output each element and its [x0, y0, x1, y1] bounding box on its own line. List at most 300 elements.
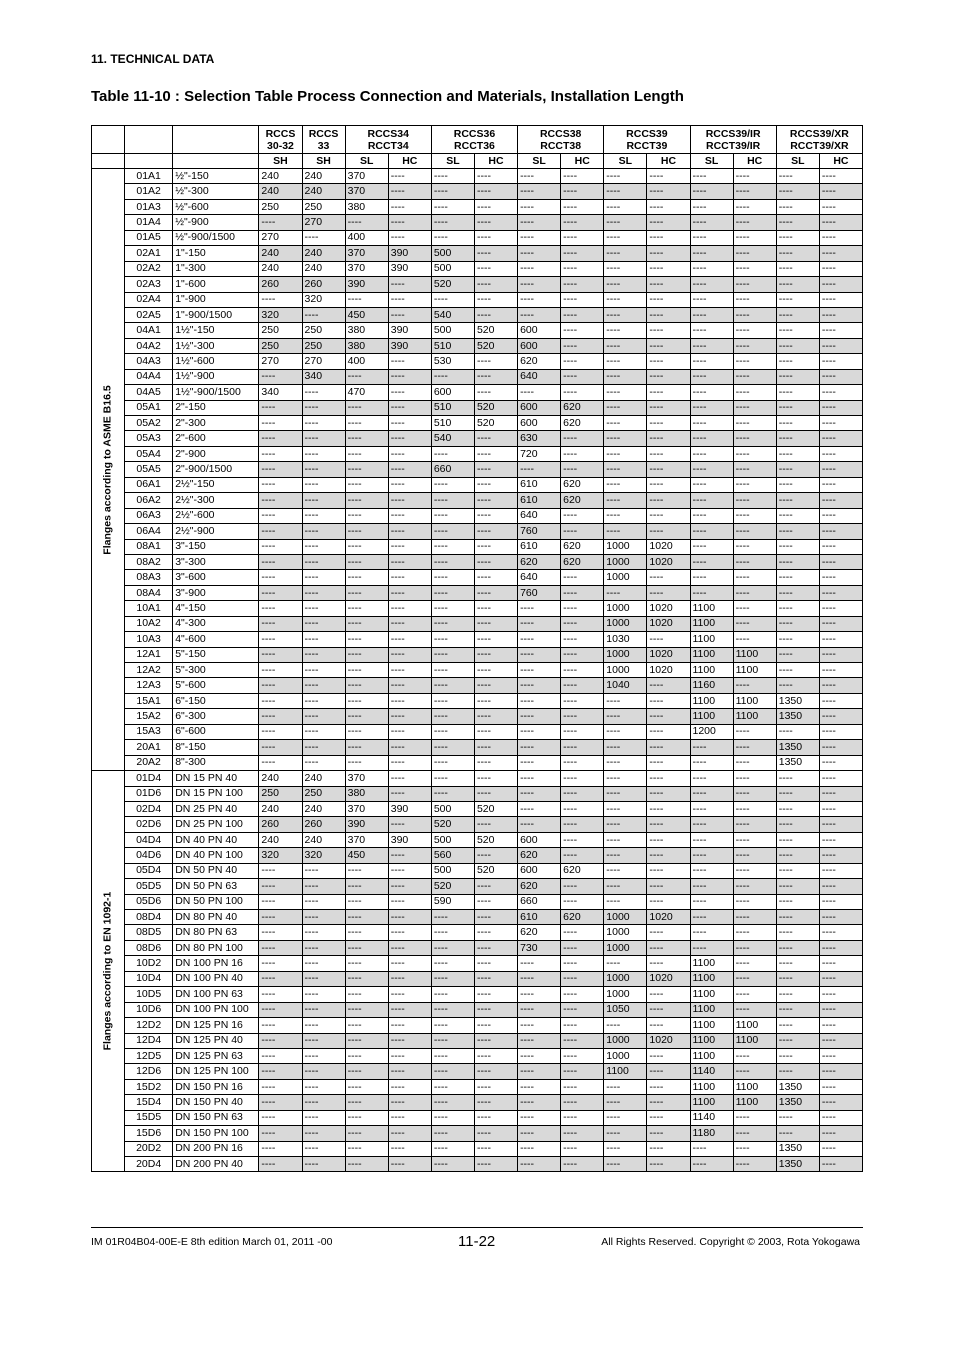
row-value: ---- — [561, 848, 604, 863]
row-value: 510 — [431, 416, 474, 431]
row-value: 620 — [518, 354, 561, 369]
row-value: ---- — [345, 1110, 388, 1125]
row-value: ---- — [561, 740, 604, 755]
row-value: ---- — [604, 848, 647, 863]
table-row — [92, 1018, 863, 1033]
row-value: ---- — [388, 879, 431, 894]
row-value: ---- — [345, 740, 388, 755]
row-value: 1020 — [647, 647, 690, 662]
row-value: ---- — [733, 462, 776, 477]
row-value: 620 — [518, 925, 561, 940]
row-code: 04D4 — [125, 832, 173, 847]
row-value: ---- — [474, 786, 517, 801]
row-value: ---- — [388, 215, 431, 230]
row-value: ---- — [518, 709, 561, 724]
row-value: ---- — [819, 771, 862, 786]
row-value: ---- — [604, 1079, 647, 1094]
row-value: ---- — [474, 971, 517, 986]
row-value: ---- — [518, 1018, 561, 1033]
row-value: ---- — [474, 585, 517, 600]
row-value: ---- — [518, 971, 561, 986]
row-value: ---- — [690, 832, 733, 847]
row-value: ---- — [561, 755, 604, 770]
row-value: ---- — [647, 786, 690, 801]
row-value: ---- — [733, 1048, 776, 1063]
row-value: 450 — [345, 848, 388, 863]
row-size: 5"-300 — [173, 663, 259, 678]
row-value: ---- — [561, 987, 604, 1002]
row-value: 660 — [431, 462, 474, 477]
row-value: ---- — [819, 1064, 862, 1079]
table-row — [92, 724, 863, 739]
row-value: ---- — [647, 369, 690, 384]
row-value: ---- — [604, 879, 647, 894]
row-value: ---- — [259, 709, 302, 724]
row-value: 1350 — [776, 709, 819, 724]
row-value: ---- — [647, 199, 690, 214]
table-row — [92, 1141, 863, 1156]
row-value: ---- — [819, 801, 862, 816]
row-value: ---- — [561, 354, 604, 369]
row-value: 600 — [518, 863, 561, 878]
row-value: ---- — [604, 462, 647, 477]
table-row — [92, 755, 863, 770]
row-value: ---- — [819, 338, 862, 353]
row-value: ---- — [345, 1064, 388, 1079]
row-size: DN 80 PN 40 — [173, 910, 259, 925]
table-row — [92, 539, 863, 554]
row-value: ---- — [561, 431, 604, 446]
row-code: 02A4 — [125, 292, 173, 307]
row-value: ---- — [302, 508, 345, 523]
row-value: ---- — [561, 307, 604, 322]
row-value: ---- — [345, 508, 388, 523]
row-code: 12A1 — [125, 647, 173, 662]
row-value: ---- — [561, 1141, 604, 1156]
row-value: ---- — [733, 385, 776, 400]
row-size: DN 80 PN 100 — [173, 940, 259, 955]
row-value: ---- — [474, 755, 517, 770]
row-value: ---- — [690, 385, 733, 400]
row-value: 450 — [345, 307, 388, 322]
row-value: ---- — [345, 1018, 388, 1033]
row-value: 1000 — [604, 940, 647, 955]
table-row — [92, 199, 863, 214]
row-value: ---- — [345, 709, 388, 724]
row-value: ---- — [345, 647, 388, 662]
row-size: 3"-150 — [173, 539, 259, 554]
row-value: ---- — [518, 307, 561, 322]
row-value: ---- — [776, 616, 819, 631]
row-value: ---- — [647, 925, 690, 940]
row-value: ---- — [604, 1110, 647, 1125]
row-value: ---- — [474, 385, 517, 400]
row-value: ---- — [604, 184, 647, 199]
row-value: 620 — [518, 848, 561, 863]
row-value: 620 — [561, 477, 604, 492]
row-value: 1100 — [733, 663, 776, 678]
row-value: ---- — [388, 709, 431, 724]
row-value: ---- — [518, 740, 561, 755]
row-value: ---- — [259, 724, 302, 739]
row-value: ---- — [474, 307, 517, 322]
row-value: ---- — [345, 956, 388, 971]
row-value: ---- — [819, 292, 862, 307]
row-value: ---- — [690, 786, 733, 801]
row-value: 510 — [431, 400, 474, 415]
row-size: DN 100 PN 100 — [173, 1002, 259, 1017]
row-value: 340 — [259, 385, 302, 400]
table-row — [92, 971, 863, 986]
row-code: 02A2 — [125, 261, 173, 276]
header-row-variants — [92, 154, 863, 169]
header-blank — [92, 126, 125, 154]
row-value: ---- — [259, 1110, 302, 1125]
row-value: ---- — [690, 215, 733, 230]
row-value: ---- — [604, 277, 647, 292]
row-value: ---- — [647, 755, 690, 770]
row-value: 500 — [431, 323, 474, 338]
row-code: 06A4 — [125, 524, 173, 539]
row-value: ---- — [819, 1018, 862, 1033]
row-size: 4"-300 — [173, 616, 259, 631]
row-value: ---- — [431, 1079, 474, 1094]
row-value: ---- — [733, 848, 776, 863]
row-value: ---- — [474, 199, 517, 214]
row-value: 1140 — [690, 1110, 733, 1125]
row-value: ---- — [819, 230, 862, 245]
row-value: ---- — [690, 400, 733, 415]
row-value: 240 — [302, 771, 345, 786]
row-value: ---- — [474, 508, 517, 523]
row-value: ---- — [518, 801, 561, 816]
row-value: ---- — [345, 894, 388, 909]
row-value: ---- — [259, 678, 302, 693]
row-value: ---- — [690, 1157, 733, 1172]
row-value: ---- — [647, 724, 690, 739]
row-value: 1100 — [690, 601, 733, 616]
row-value: ---- — [819, 369, 862, 384]
row-value: ---- — [776, 1126, 819, 1141]
row-code: 15D2 — [125, 1079, 173, 1094]
row-value: 1140 — [690, 1064, 733, 1079]
row-value: ---- — [604, 246, 647, 261]
row-value: ---- — [259, 292, 302, 307]
row-value: ---- — [388, 771, 431, 786]
row-value: 500 — [431, 801, 474, 816]
row-code: 02D6 — [125, 817, 173, 832]
row-value: 620 — [561, 539, 604, 554]
row-value: ---- — [518, 601, 561, 616]
row-value: 620 — [518, 879, 561, 894]
row-size: 1½"-300 — [173, 338, 259, 353]
row-value: ---- — [690, 755, 733, 770]
row-value: ---- — [518, 1033, 561, 1048]
row-value: ---- — [431, 570, 474, 585]
row-value: 1200 — [690, 724, 733, 739]
row-value: ---- — [431, 1002, 474, 1017]
row-value: ---- — [819, 940, 862, 955]
row-code: 04A5 — [125, 385, 173, 400]
row-value: ---- — [733, 431, 776, 446]
row-value: ---- — [259, 215, 302, 230]
row-value: ---- — [733, 632, 776, 647]
row-value: ---- — [604, 709, 647, 724]
row-value: ---- — [259, 493, 302, 508]
row-code: 05D6 — [125, 894, 173, 909]
row-value: ---- — [259, 693, 302, 708]
header-blank — [173, 154, 259, 169]
row-value: ---- — [345, 1095, 388, 1110]
row-value: ---- — [561, 894, 604, 909]
row-value: ---- — [431, 910, 474, 925]
row-value: ---- — [604, 801, 647, 816]
row-value: ---- — [388, 400, 431, 415]
row-value: ---- — [518, 230, 561, 245]
row-value: ---- — [431, 663, 474, 678]
row-value: ---- — [302, 647, 345, 662]
row-value: ---- — [345, 863, 388, 878]
row-value: ---- — [302, 971, 345, 986]
row-size: 2"-150 — [173, 400, 259, 415]
row-value: ---- — [302, 307, 345, 322]
row-value: 1100 — [733, 693, 776, 708]
model-header-line1: RCCS34 — [367, 127, 409, 140]
row-value: ---- — [819, 385, 862, 400]
table-row — [92, 601, 863, 616]
row-value: ---- — [819, 1126, 862, 1141]
row-value: ---- — [776, 801, 819, 816]
table-row — [92, 740, 863, 755]
row-size: 2"-900/1500 — [173, 462, 259, 477]
row-code: 15A2 — [125, 709, 173, 724]
table-row — [92, 246, 863, 261]
row-value: ---- — [259, 925, 302, 940]
row-value: ---- — [345, 477, 388, 492]
row-value: ---- — [647, 894, 690, 909]
row-value: ---- — [819, 910, 862, 925]
row-code: 15D6 — [125, 1126, 173, 1141]
row-value: ---- — [776, 601, 819, 616]
row-size: 1"-600 — [173, 277, 259, 292]
row-value: ---- — [690, 817, 733, 832]
row-value: ---- — [302, 1110, 345, 1125]
row-size: 1"-900 — [173, 292, 259, 307]
row-value: ---- — [259, 740, 302, 755]
row-code: 10D2 — [125, 956, 173, 971]
row-value: ---- — [259, 1033, 302, 1048]
row-value: ---- — [302, 894, 345, 909]
row-value: 240 — [259, 261, 302, 276]
row-value: ---- — [776, 647, 819, 662]
row-value: ---- — [561, 956, 604, 971]
row-value: ---- — [776, 632, 819, 647]
row-value: ---- — [345, 1126, 388, 1141]
row-value: 370 — [345, 169, 388, 184]
row-value: ---- — [388, 477, 431, 492]
row-code: 20A2 — [125, 755, 173, 770]
row-value: 520 — [474, 416, 517, 431]
row-value: ---- — [431, 709, 474, 724]
row-code: 05A4 — [125, 446, 173, 461]
row-value: ---- — [431, 369, 474, 384]
row-code: 08D4 — [125, 910, 173, 925]
row-value: ---- — [819, 184, 862, 199]
row-value: ---- — [388, 446, 431, 461]
row-value: 380 — [345, 786, 388, 801]
row-value: ---- — [431, 199, 474, 214]
row-value: ---- — [604, 771, 647, 786]
row-size: DN 125 PN 16 — [173, 1018, 259, 1033]
row-value: 1100 — [733, 1079, 776, 1094]
row-value: ---- — [388, 910, 431, 925]
row-value: ---- — [302, 678, 345, 693]
row-value: ---- — [819, 632, 862, 647]
row-value: 1020 — [647, 554, 690, 569]
row-value: ---- — [819, 215, 862, 230]
row-value: ---- — [345, 215, 388, 230]
row-value: ---- — [474, 570, 517, 585]
row-value: ---- — [474, 431, 517, 446]
row-value: ---- — [259, 863, 302, 878]
row-value: ---- — [776, 956, 819, 971]
row-value: ---- — [388, 385, 431, 400]
model-header-line1: RCCS39 — [626, 127, 668, 140]
row-value: ---- — [345, 570, 388, 585]
row-value: ---- — [776, 1018, 819, 1033]
row-value: ---- — [259, 400, 302, 415]
row-code: 12A3 — [125, 678, 173, 693]
row-size: ½"-600 — [173, 199, 259, 214]
table-row — [92, 261, 863, 276]
table-row — [92, 987, 863, 1002]
row-value: ---- — [690, 277, 733, 292]
row-value: ---- — [733, 1064, 776, 1079]
row-value: 1350 — [776, 740, 819, 755]
row-value: 1100 — [690, 709, 733, 724]
row-value: 1000 — [604, 971, 647, 986]
row-value: ---- — [733, 416, 776, 431]
row-value: ---- — [345, 369, 388, 384]
model-header-line1: RCCS — [265, 127, 296, 140]
row-value: ---- — [604, 416, 647, 431]
row-value: ---- — [474, 910, 517, 925]
row-value: ---- — [647, 771, 690, 786]
row-value: ---- — [776, 570, 819, 585]
row-value: ---- — [474, 1018, 517, 1033]
table-row — [92, 817, 863, 832]
row-value: 1000 — [604, 647, 647, 662]
row-value: ---- — [259, 416, 302, 431]
row-value: ---- — [345, 400, 388, 415]
row-value: ---- — [647, 709, 690, 724]
row-value: ---- — [518, 199, 561, 214]
row-value: 1100 — [690, 632, 733, 647]
row-value: ---- — [776, 184, 819, 199]
table-row — [92, 416, 863, 431]
row-value: ---- — [690, 431, 733, 446]
row-value: ---- — [431, 956, 474, 971]
row-value: ---- — [690, 462, 733, 477]
row-code: 06A3 — [125, 508, 173, 523]
row-value: ---- — [259, 1126, 302, 1141]
row-value: ---- — [733, 539, 776, 554]
row-value: ---- — [302, 601, 345, 616]
row-value: ---- — [733, 215, 776, 230]
table-row — [92, 462, 863, 477]
row-value: ---- — [518, 1079, 561, 1094]
row-value: ---- — [561, 832, 604, 847]
row-value: ---- — [733, 987, 776, 1002]
row-value: ---- — [604, 493, 647, 508]
row-value: 1100 — [604, 1064, 647, 1079]
row-value: ---- — [474, 462, 517, 477]
row-value: 1100 — [733, 709, 776, 724]
table-row — [92, 863, 863, 878]
row-value: ---- — [388, 1002, 431, 1017]
row-value: ---- — [776, 400, 819, 415]
row-value: ---- — [431, 215, 474, 230]
row-value: ---- — [776, 524, 819, 539]
row-value: ---- — [302, 1064, 345, 1079]
row-value: ---- — [388, 1079, 431, 1094]
row-value: ---- — [819, 1157, 862, 1172]
row-value: ---- — [776, 446, 819, 461]
row-value: ---- — [733, 230, 776, 245]
row-size: DN 50 PN 63 — [173, 879, 259, 894]
row-value: ---- — [819, 693, 862, 708]
row-value: ---- — [431, 446, 474, 461]
row-value: ---- — [561, 1064, 604, 1079]
row-value: ---- — [733, 477, 776, 492]
row-value: ---- — [604, 817, 647, 832]
row-value: ---- — [647, 817, 690, 832]
row-value: 610 — [518, 477, 561, 492]
row-value: 390 — [388, 832, 431, 847]
row-value: ---- — [561, 277, 604, 292]
row-value: ---- — [776, 307, 819, 322]
table-row — [92, 292, 863, 307]
row-value: ---- — [259, 940, 302, 955]
row-value: ---- — [431, 1157, 474, 1172]
row-value: ---- — [690, 307, 733, 322]
row-value: 620 — [518, 554, 561, 569]
table-row — [92, 1110, 863, 1125]
row-value: ---- — [819, 879, 862, 894]
row-value: ---- — [388, 601, 431, 616]
row-value: ---- — [733, 585, 776, 600]
row-value: ---- — [733, 554, 776, 569]
row-value: ---- — [819, 663, 862, 678]
row-value: ---- — [776, 1064, 819, 1079]
row-value: ---- — [647, 956, 690, 971]
row-value: 1350 — [776, 1079, 819, 1094]
row-value: ---- — [776, 215, 819, 230]
row-code: 10A2 — [125, 616, 173, 631]
row-value: ---- — [690, 246, 733, 261]
table-header — [92, 126, 863, 169]
row-value: ---- — [733, 1110, 776, 1125]
model-header-line1: RCCS38 — [539, 127, 582, 140]
model-header — [345, 126, 431, 154]
row-value: ---- — [474, 184, 517, 199]
row-value: ---- — [690, 848, 733, 863]
table-row — [92, 524, 863, 539]
row-value: 520 — [431, 277, 474, 292]
header-blank — [173, 126, 259, 154]
row-code: 05D5 — [125, 879, 173, 894]
row-value: ---- — [819, 848, 862, 863]
